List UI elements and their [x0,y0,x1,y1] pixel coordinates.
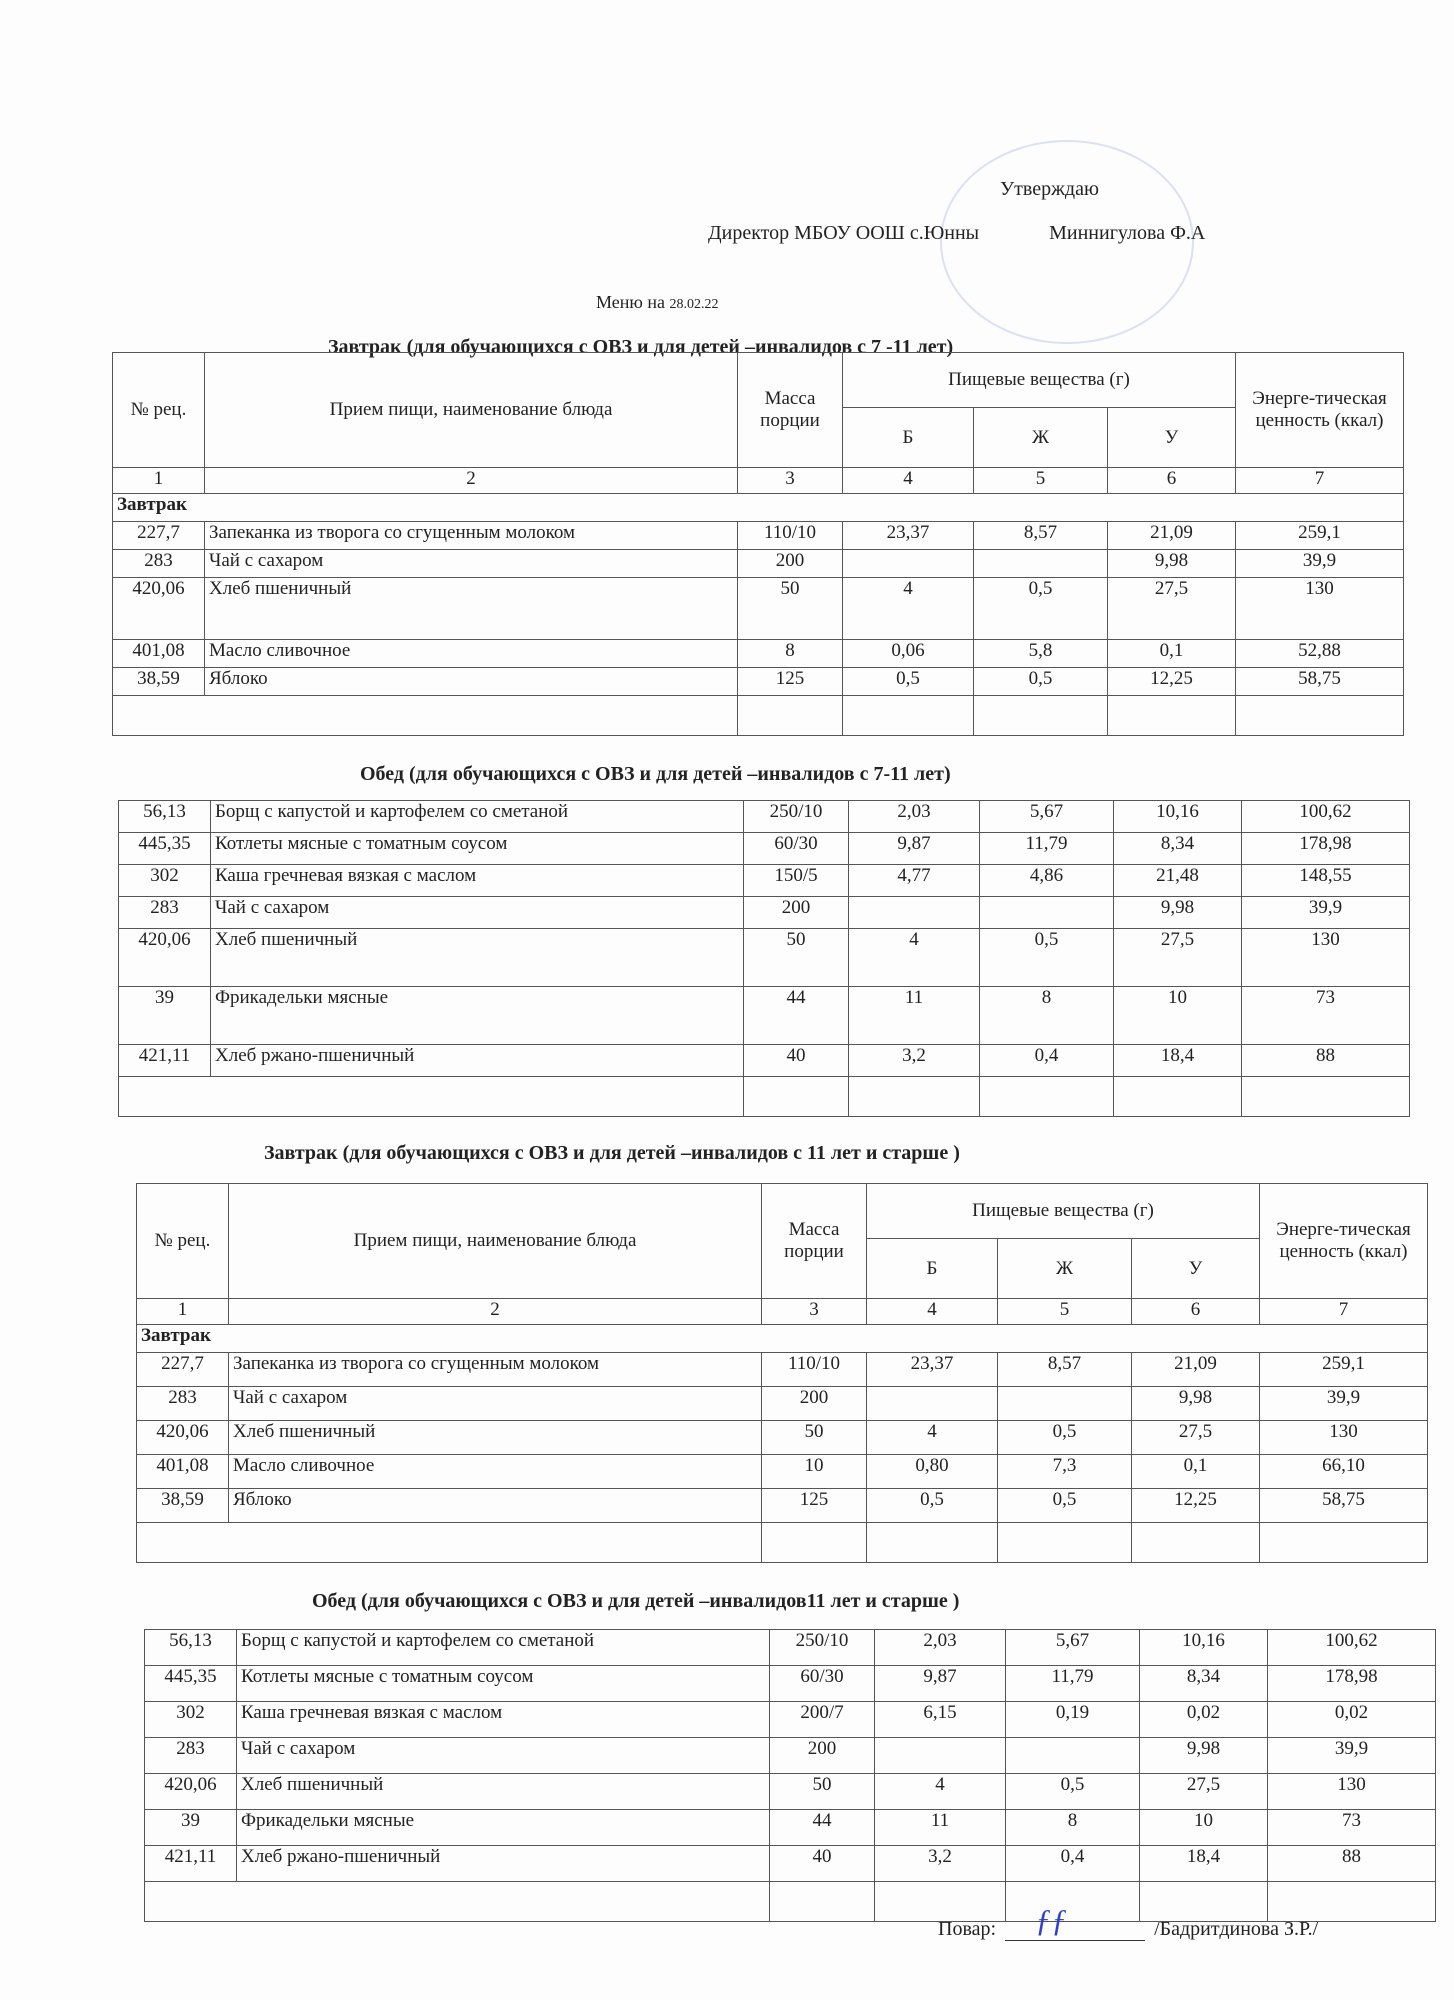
empty-cell [145,1882,770,1922]
cell-mass: 40 [770,1846,875,1882]
cell-kcal: 259,1 [1236,522,1404,550]
cell-name: Хлеб ржано-пшеничный [211,1045,744,1077]
cell-name: Котлеты мясные с томатным соусом [237,1666,770,1702]
empty-cell [744,1077,849,1117]
cell-b: 3,2 [875,1846,1006,1882]
column-number: 3 [738,468,843,494]
empty-cell [1108,696,1236,736]
table-row [137,1387,1428,1421]
empty-cell [1006,1882,1140,1922]
cell-zh [998,1387,1132,1421]
empty-cell [1260,1523,1428,1563]
cell-mass: 125 [738,668,843,696]
header-nutrients: Пищевые вещества (г) [843,353,1236,408]
approval-label: Утверждаю [1000,178,1099,200]
cell-u: 12,25 [1132,1489,1260,1523]
cell-num: 445,35 [145,1666,237,1702]
column-number: 6 [1108,468,1236,494]
column-number: 2 [229,1299,762,1325]
cell-num: 302 [145,1702,237,1738]
cell-name: Фрикадельки мясные [237,1810,770,1846]
cell-kcal: 52,88 [1236,640,1404,668]
table-2-title: Обед (для обучающихся с ОВЗ и для детей –инвалидов с 7-11 лет) [360,763,951,785]
column-number: 1 [113,468,205,494]
cell-zh: 0,5 [974,578,1108,640]
empty-cell [875,1882,1006,1922]
cell-num: 56,13 [119,801,211,833]
cell-u: 0,1 [1132,1455,1260,1489]
cell-mass: 110/10 [762,1353,867,1387]
cell-u: 27,5 [1114,929,1242,987]
cell-name: Чай с сахаром [229,1387,762,1421]
director-line [708,222,1205,245]
empty-cell [1242,1077,1410,1117]
column-number: 4 [843,468,974,494]
table-row [113,640,1404,668]
empty-cell [1236,696,1404,736]
cell-mass: 50 [738,578,843,640]
empty-row [113,696,1404,736]
cell-b: 4 [867,1421,998,1455]
empty-cell [849,1077,980,1117]
table-row [137,1353,1428,1387]
table-row [119,929,1410,987]
cell-num: 302 [119,865,211,897]
cell-num: 401,08 [113,640,205,668]
cell-zh: 8,57 [998,1353,1132,1387]
cell-u: 9,98 [1108,550,1236,578]
cell-zh: 8 [1006,1810,1140,1846]
empty-cell [113,696,738,736]
cell-mass: 200/7 [770,1702,875,1738]
cell-name: Масло сливочное [229,1455,762,1489]
cell-num: 227,7 [137,1353,229,1387]
menu-table-1 [112,352,1404,736]
cell-u: 8,34 [1140,1666,1268,1702]
cell-mass: 50 [744,929,849,987]
cell-mass: 200 [738,550,843,578]
cell-kcal: 39,9 [1242,897,1410,929]
header-zh: Ж [974,408,1108,468]
cell-kcal: 39,9 [1268,1738,1436,1774]
table-row [145,1666,1436,1702]
cell-num: 38,59 [113,668,205,696]
empty-cell [843,696,974,736]
empty-cell [762,1523,867,1563]
cell-name: Чай с сахаром [237,1738,770,1774]
cell-num: 420,06 [145,1774,237,1810]
table-row [137,1421,1428,1455]
menu-label: Меню на [596,292,665,312]
cell-b: 4,77 [849,865,980,897]
column-number: 6 [1132,1299,1260,1325]
table-row [145,1702,1436,1738]
cell-kcal: 259,1 [1260,1353,1428,1387]
cell-u: 27,5 [1108,578,1236,640]
cell-zh: 5,8 [974,640,1108,668]
header-b: Б [843,408,974,468]
cell-kcal: 178,98 [1268,1666,1436,1702]
cell-mass: 250/10 [770,1630,875,1666]
menu-table-2 [118,800,1410,1117]
cell-zh: 0,5 [998,1421,1132,1455]
cell-name: Чай с сахаром [205,550,738,578]
cell-b: 6,15 [875,1702,1006,1738]
empty-cell [867,1523,998,1563]
menu-table-3 [136,1183,1428,1563]
column-number: 1 [137,1299,229,1325]
table-row [119,833,1410,865]
header-kcal: Энерге-тическая ценность (ккал) [1260,1184,1428,1299]
cell-name: Борщ с капустой и картофелем со сметаной [237,1630,770,1666]
cell-u: 10 [1140,1810,1268,1846]
cell-u: 9,98 [1114,897,1242,929]
column-number: 2 [205,468,738,494]
column-number: 3 [762,1299,867,1325]
header-mass: Масса порции [762,1184,867,1299]
cell-name: Хлеб пшеничный [211,929,744,987]
cell-kcal: 100,62 [1242,801,1410,833]
empty-cell [738,696,843,736]
cell-num: 420,06 [119,929,211,987]
cell-mass: 250/10 [744,801,849,833]
header-nutrients: Пищевые вещества (г) [867,1184,1260,1239]
cell-b: 3,2 [849,1045,980,1077]
cell-b: 4 [849,929,980,987]
column-number: 7 [1236,468,1404,494]
cook-label: Повар: [938,1918,997,1940]
menu-table-4 [144,1629,1436,1922]
cell-u: 27,5 [1132,1421,1260,1455]
cell-name: Каша гречневая вязкая с маслом [211,865,744,897]
table-row [113,550,1404,578]
cell-name: Яблоко [229,1489,762,1523]
cell-zh [1006,1738,1140,1774]
cell-kcal: 58,75 [1236,668,1404,696]
cell-zh: 0,19 [1006,1702,1140,1738]
cell-u: 18,4 [1140,1846,1268,1882]
cell-b: 23,37 [843,522,974,550]
empty-cell [974,696,1108,736]
cell-zh: 0,5 [998,1489,1132,1523]
cell-zh: 0,5 [974,668,1108,696]
cell-num: 421,11 [145,1846,237,1882]
cell-name: Яблоко [205,668,738,696]
cell-mass: 44 [744,987,849,1045]
director-name: Миннигулова Ф.А [1049,222,1206,244]
cell-b: 11 [849,987,980,1045]
cell-num: 227,7 [113,522,205,550]
cell-b: 9,87 [849,833,980,865]
table-row [119,987,1410,1045]
cell-num: 56,13 [145,1630,237,1666]
table-row [137,1489,1428,1523]
empty-cell [119,1077,744,1117]
cell-u: 0,1 [1108,640,1236,668]
cell-u: 10 [1114,987,1242,1045]
cook-signature: ƒƒ [1005,1922,1145,1941]
table-row [113,668,1404,696]
cell-zh: 5,67 [1006,1630,1140,1666]
header-u: У [1132,1239,1260,1299]
cell-mass: 40 [744,1045,849,1077]
header-num: № рец. [113,353,205,468]
table-row [119,1045,1410,1077]
empty-row [137,1523,1428,1563]
cell-zh: 8,57 [974,522,1108,550]
cell-mass: 8 [738,640,843,668]
cell-b: 0,06 [843,640,974,668]
cell-b [875,1738,1006,1774]
column-number: 7 [1260,1299,1428,1325]
cell-kcal: 0,02 [1268,1702,1436,1738]
header-zh: Ж [998,1239,1132,1299]
cell-name: Фрикадельки мясные [211,987,744,1045]
cell-name: Масло сливочное [205,640,738,668]
cell-kcal: 130 [1260,1421,1428,1455]
header-mass: Масса порции [738,353,843,468]
cell-kcal: 58,75 [1260,1489,1428,1523]
cell-num: 39 [119,987,211,1045]
cell-num: 420,06 [113,578,205,640]
cell-num: 421,11 [119,1045,211,1077]
cell-b: 2,03 [875,1630,1006,1666]
empty-cell [998,1523,1132,1563]
cell-num: 420,06 [137,1421,229,1455]
cell-zh: 5,67 [980,801,1114,833]
column-number: 4 [867,1299,998,1325]
cell-b [849,897,980,929]
cell-mass: 50 [770,1774,875,1810]
empty-row [119,1077,1410,1117]
cell-u: 8,34 [1114,833,1242,865]
empty-cell [980,1077,1114,1117]
cook-signature-line [938,1902,1319,1941]
cell-name: Хлеб пшеничный [237,1774,770,1810]
cell-num: 39 [145,1810,237,1846]
cell-b: 4 [875,1774,1006,1810]
cell-b: 0,5 [843,668,974,696]
section-label: Завтрак [137,1325,1428,1353]
cell-u: 21,48 [1114,865,1242,897]
director-title: Директор МБОУ ООШ с.Юнны [708,222,980,244]
cell-zh: 0,4 [980,1045,1114,1077]
empty-cell [1132,1523,1260,1563]
cell-zh: 8 [980,987,1114,1045]
table-row [145,1810,1436,1846]
cell-num: 401,08 [137,1455,229,1489]
cell-b: 4 [843,578,974,640]
empty-row [145,1882,1436,1922]
cell-name: Котлеты мясные с томатным соусом [211,833,744,865]
cell-b: 2,03 [849,801,980,833]
cell-zh: 0,5 [980,929,1114,987]
cell-u: 27,5 [1140,1774,1268,1810]
cell-name: Запеканка из творога со сгущенным молоком [229,1353,762,1387]
header-name: Прием пищи, наименование блюда [229,1184,762,1299]
cell-u: 10,16 [1140,1630,1268,1666]
cell-mass: 200 [770,1738,875,1774]
cell-name: Хлеб пшеничный [205,578,738,640]
cell-zh: 0,4 [1006,1846,1140,1882]
cell-kcal: 73 [1242,987,1410,1045]
cell-kcal: 88 [1242,1045,1410,1077]
cell-u: 10,16 [1114,801,1242,833]
table-row [145,1774,1436,1810]
cell-b [843,550,974,578]
table-row [145,1630,1436,1666]
cell-name: Каша гречневая вязкая с маслом [237,1702,770,1738]
menu-date-line [596,292,718,313]
cell-mass: 200 [744,897,849,929]
table-3-title: Завтрак (для обучающихся с ОВЗ и для детей –инвалидов с 11 лет и старше ) [264,1142,960,1164]
cell-kcal: 88 [1268,1846,1436,1882]
cell-num: 283 [113,550,205,578]
cell-mass: 150/5 [744,865,849,897]
table-row [145,1738,1436,1774]
cell-mass: 60/30 [744,833,849,865]
table-row [113,578,1404,640]
cell-b: 0,5 [867,1489,998,1523]
cell-u: 9,98 [1132,1387,1260,1421]
cell-mass: 10 [762,1455,867,1489]
cell-zh: 0,5 [1006,1774,1140,1810]
cell-u: 18,4 [1114,1045,1242,1077]
cell-zh: 7,3 [998,1455,1132,1489]
cell-zh: 4,86 [980,865,1114,897]
cell-kcal: 130 [1268,1774,1436,1810]
cell-name: Запеканка из творога со сгущенным молоком [205,522,738,550]
cell-u: 0,02 [1140,1702,1268,1738]
cell-kcal: 39,9 [1236,550,1404,578]
cell-kcal: 73 [1268,1810,1436,1846]
empty-cell [1114,1077,1242,1117]
cell-zh: 11,79 [1006,1666,1140,1702]
cell-kcal: 130 [1242,929,1410,987]
table-1-title: Завтрак (для обучающихся с ОВЗ и для детей –инвалидов с 7 -11 лет) [328,336,954,358]
cell-kcal: 178,98 [1242,833,1410,865]
empty-cell [1140,1882,1268,1922]
cell-num: 38,59 [137,1489,229,1523]
header-u: У [1108,408,1236,468]
cell-name: Чай с сахаром [211,897,744,929]
cell-zh: 11,79 [980,833,1114,865]
cell-mass: 44 [770,1810,875,1846]
empty-cell [770,1882,875,1922]
table-row [119,897,1410,929]
cell-name: Хлеб ржано-пшеничный [237,1846,770,1882]
section-label: Завтрак [113,494,1404,522]
cell-num: 283 [145,1738,237,1774]
cell-b: 0,80 [867,1455,998,1489]
cell-zh [980,897,1114,929]
header-b: Б [867,1239,998,1299]
table-row [119,865,1410,897]
cell-u: 12,25 [1108,668,1236,696]
cell-mass: 200 [762,1387,867,1421]
cell-kcal: 148,55 [1242,865,1410,897]
cell-num: 283 [119,897,211,929]
table-row [137,1455,1428,1489]
cell-kcal: 130 [1236,578,1404,640]
cell-name: Хлеб пшеничный [229,1421,762,1455]
table-row [113,522,1404,550]
column-number: 5 [974,468,1108,494]
empty-cell [1268,1882,1436,1922]
cell-mass: 110/10 [738,522,843,550]
cell-zh [974,550,1108,578]
cell-b: 9,87 [875,1666,1006,1702]
cell-u: 9,98 [1140,1738,1268,1774]
cell-b: 11 [875,1810,1006,1846]
cell-kcal: 100,62 [1268,1630,1436,1666]
cell-num: 283 [137,1387,229,1421]
cell-mass: 60/30 [770,1666,875,1702]
empty-cell [137,1523,762,1563]
cell-mass: 50 [762,1421,867,1455]
column-number: 5 [998,1299,1132,1325]
cell-name: Борщ с капустой и картофелем со сметаной [211,801,744,833]
cell-b: 23,37 [867,1353,998,1387]
cook-name: /Бадритдинова З.Р./ [1154,1918,1319,1940]
table-4-title: Обед (для обучающихся с ОВЗ и для детей –инвалидов11 лет и старше ) [312,1590,960,1612]
table-row [119,801,1410,833]
header-kcal: Энерге-тическая ценность (ккал) [1236,353,1404,468]
cell-b [867,1387,998,1421]
cell-u: 21,09 [1108,522,1236,550]
cell-kcal: 39,9 [1260,1387,1428,1421]
table-row [145,1846,1436,1882]
cell-mass: 125 [762,1489,867,1523]
header-name: Прием пищи, наименование блюда [205,353,738,468]
cell-u: 21,09 [1132,1353,1260,1387]
cell-kcal: 66,10 [1260,1455,1428,1489]
cell-num: 445,35 [119,833,211,865]
header-num: № рец. [137,1184,229,1299]
menu-date: 28.02.22 [669,297,719,312]
